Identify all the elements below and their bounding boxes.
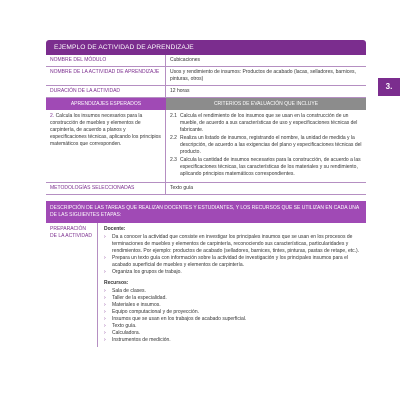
expected-text: Calcula los insumos necesarios para la construcción de muebles y elementos de carpintería, de acuerdo a planos y especificaciones técnicas, aplicando los principios matemáticos que corresponden. xyxy=(50,113,161,147)
expected-learning xyxy=(46,110,166,182)
criteria-list xyxy=(166,110,366,182)
bullet-icon: › xyxy=(104,330,106,336)
bullet-icon: › xyxy=(104,337,106,343)
header-criteria: CRITERIOS DE EVALUACIÓN QUE INCLUYE xyxy=(166,98,366,110)
list-item-text: Instrumentos de medición. xyxy=(112,337,171,343)
preparation-row xyxy=(46,223,366,347)
list-item xyxy=(104,309,360,316)
list-item xyxy=(104,295,360,302)
bullet-icon: › xyxy=(104,302,106,308)
table-header xyxy=(46,98,366,110)
list-item-text: Insumos que se usan en los trabajos de acabado superficial. xyxy=(112,316,247,322)
info-label: NOMBRE DEL MÓDULO xyxy=(46,55,166,66)
list-item xyxy=(104,330,360,337)
list-item-text: Calculadora. xyxy=(112,330,141,336)
bullet-icon: › xyxy=(104,255,106,261)
header-expected: APRENDIZAJES ESPERADOS xyxy=(46,98,166,110)
criterion-text: Calcula la cantidad de insumos necesarios para la construcción, de acuerdo a las especificaciones técnicas, las características de los materiales y su rendimiento, aplicando principios matemáticos correspondientes. xyxy=(180,157,361,177)
list-item-text: Taller de la especialidad. xyxy=(112,295,167,301)
bullet-icon: › xyxy=(104,234,106,240)
info-row-activity xyxy=(46,67,366,86)
info-value: 12 horas xyxy=(170,88,190,94)
list-item-text: Texto guía. xyxy=(112,323,137,329)
docente-heading: Docente: xyxy=(104,226,126,232)
info-row-module xyxy=(46,55,366,67)
chapter-tab: 3. xyxy=(378,78,400,96)
criterion xyxy=(170,157,362,178)
info-label: NOMBRE DE LA ACTIVIDAD DE APRENDIZAJE xyxy=(46,67,166,85)
bullet-icon: › xyxy=(104,316,106,322)
expected-number: 2. xyxy=(50,113,55,119)
list-item xyxy=(104,337,360,344)
sheet-title: EJEMPLO DE ACTIVIDAD DE APRENDIZAJE xyxy=(46,40,366,55)
methodology-row xyxy=(46,183,366,195)
list-item xyxy=(104,302,360,309)
info-value: Cubicaciones xyxy=(170,57,201,63)
bullet-icon: › xyxy=(104,323,106,329)
methodology-value: Texto guía xyxy=(170,185,194,191)
criterion-number: 2.1 xyxy=(170,113,177,119)
expected-criteria-row xyxy=(46,110,366,183)
info-label: DURACIÓN DE LA ACTIVIDAD xyxy=(46,86,166,97)
list-item-text: Materiales e insumos. xyxy=(112,302,161,308)
info-row-duration xyxy=(46,86,366,98)
bullet-icon: › xyxy=(104,309,106,315)
criterion-text: Calcula el rendimiento de los insumos que se usan en la construcción de un mueble, de acuerdo a sus características de uso y especificaciones técnicas del fabricante. xyxy=(180,113,358,133)
list-item-text: Prepara un texto guía con información sobre la actividad de investigación y los principales insumos para el acabado superficial de muebles y elementos de carpintería. xyxy=(112,255,348,268)
list-item xyxy=(104,269,360,276)
list-item xyxy=(104,234,360,255)
criterion-number: 2.3 xyxy=(170,157,177,163)
preparation-content xyxy=(98,223,366,347)
list-item xyxy=(104,288,360,295)
preparation-label: PREPARACIÓN DE LA ACTIVIDAD xyxy=(46,223,98,347)
criterion xyxy=(170,135,362,156)
bullet-icon: › xyxy=(104,288,106,294)
criterion-number: 2.2 xyxy=(170,135,177,141)
list-item xyxy=(104,316,360,323)
methodology-label: METODOLOGÍAS SELECCIONADAS xyxy=(46,183,166,194)
list-item xyxy=(104,255,360,269)
criterion xyxy=(170,113,362,134)
list-item-text: Organiza los grupos de trabajo. xyxy=(112,269,182,275)
recursos-heading: Recursos: xyxy=(104,280,129,286)
bullet-icon: › xyxy=(104,269,106,275)
bullet-icon: › xyxy=(104,295,106,301)
list-item-text: Da a conocer la actividad que consiste en investigar los principales insumos que se usan en los procesos de terminaciones de muebles y elementos de carpintería, reconociendo sus características, particularidades y rendimientos. Por ejemplo: productos de acabado (selladores, barnices, tintes, pinturas, pastas de retape, etc.). xyxy=(112,234,360,254)
list-item-text: Sala de clases. xyxy=(112,288,146,294)
tasks-band: DESCRIPCIÓN DE LAS TAREAS QUE REALIZAN DOCENTES Y ESTUDIANTES, Y LOS RECURSOS QUE SE UTILIZAN EN CADA UNA DE LAS SIGUIENTES ETAPAS: xyxy=(46,201,366,223)
criterion-text: Realiza un listado de insumos, registrando el nombre, la unidad de medida y la descripción, de acuerdo a las exigencias del plano y especificaciones técnicas del producto. xyxy=(180,135,362,155)
list-item-text: Equipo computacional y de proyección. xyxy=(112,309,199,315)
activity-sheet xyxy=(46,40,366,347)
list-item xyxy=(104,323,360,330)
info-value: Usos y rendimiento de insumos: Productos de acabado (lacas, selladores, barnices, pinturas, otros) xyxy=(170,69,356,82)
